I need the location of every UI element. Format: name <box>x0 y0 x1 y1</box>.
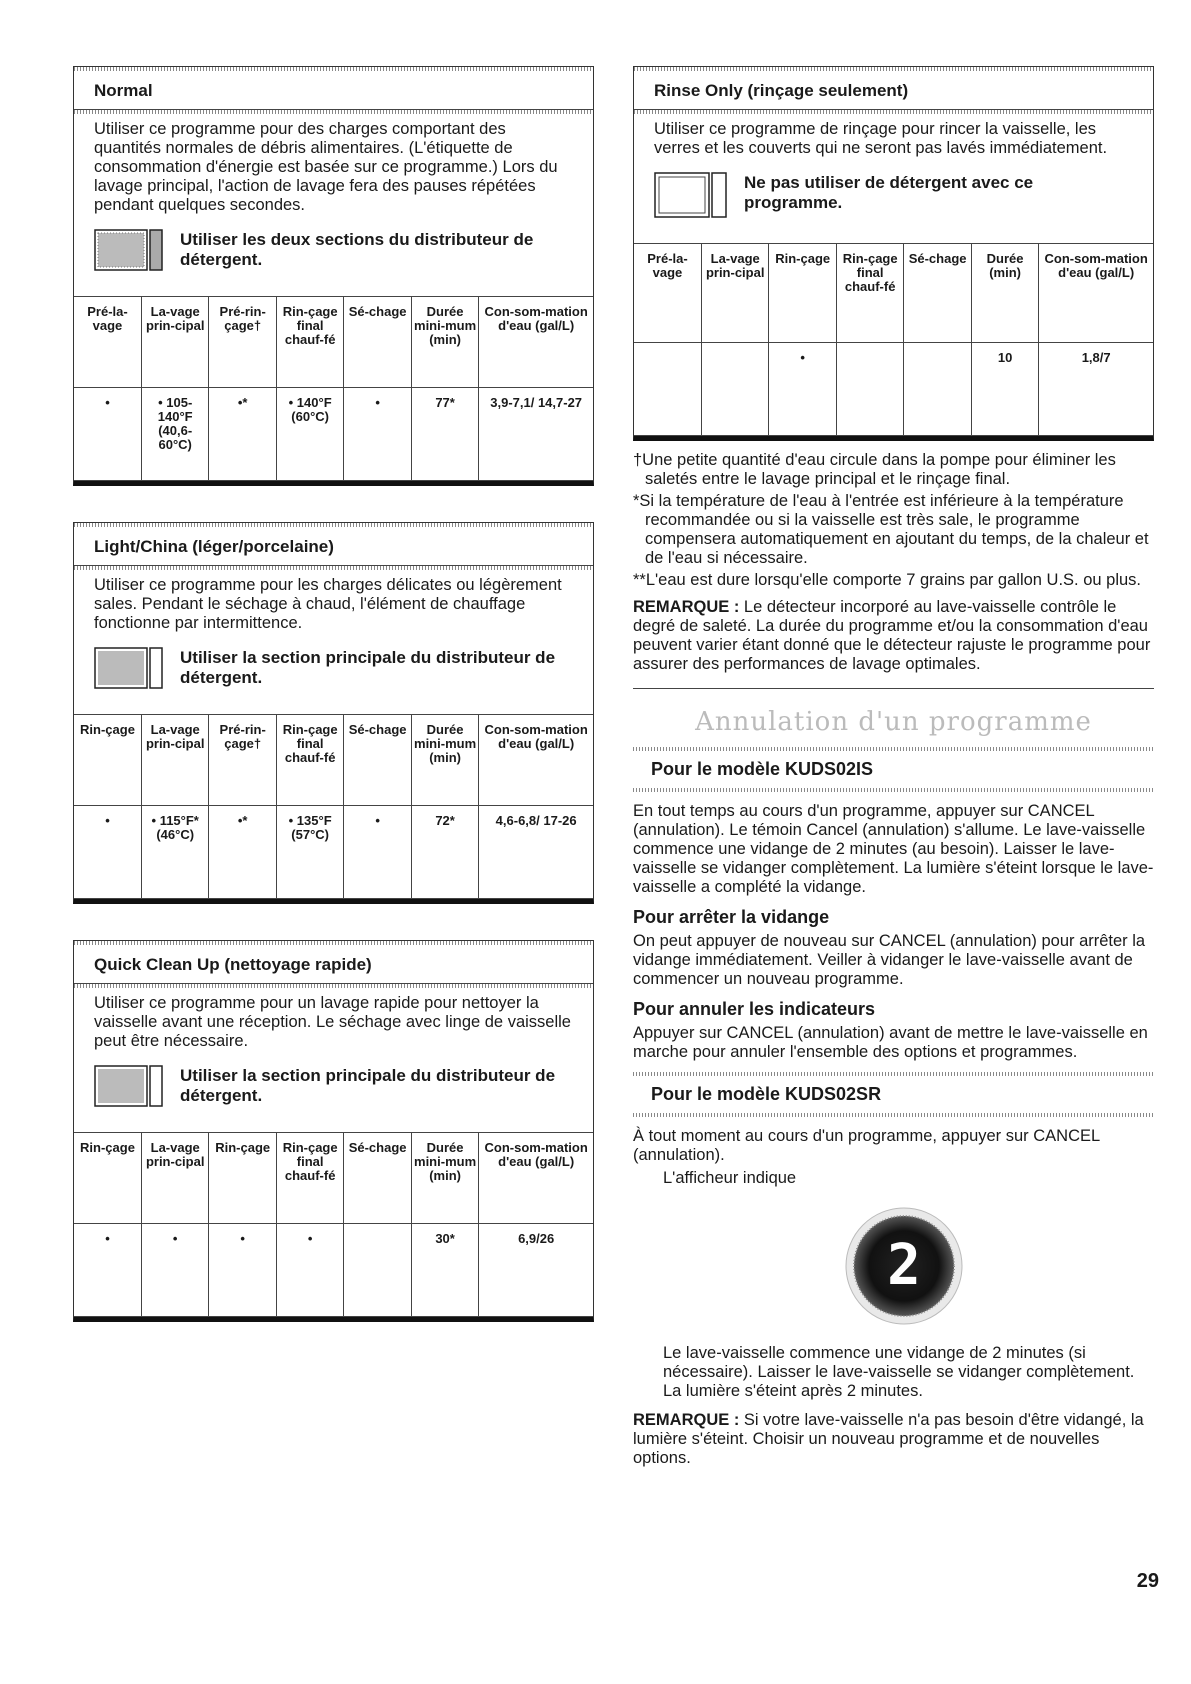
cycle-title: Light/China (léger/porcelaine) <box>74 523 593 566</box>
footnotes <box>633 451 1154 590</box>
dispenser-note <box>94 645 575 696</box>
subheading-kuds02sr: Pour le modèle KUDS02SR <box>651 1084 882 1104</box>
header-cell: Sé-chage <box>344 715 411 806</box>
divider <box>633 747 1154 751</box>
header-cell: La-vage prin-cipal <box>141 1133 208 1224</box>
table-header-row <box>74 715 593 806</box>
cycle-body <box>634 110 1153 243</box>
cycle-table <box>74 1132 593 1317</box>
display-digit: 2 <box>886 1233 921 1298</box>
right-column <box>633 66 1154 1468</box>
remark <box>633 1411 1154 1468</box>
header-cell: Durée mini-mum (min) <box>411 715 478 806</box>
table-cell: • <box>209 1224 276 1317</box>
header-cell: Con-som-mation d'eau (gal/L) <box>1039 244 1153 343</box>
table-cell: • 115°F* (46°C) <box>141 806 208 899</box>
table-cell: • <box>344 806 411 899</box>
divider <box>633 788 1154 792</box>
header-cell: La-vage prin-cipal <box>141 715 208 806</box>
cycle-light-china <box>73 522 594 904</box>
table-cell: 10 <box>971 343 1038 436</box>
cycle-table <box>74 296 593 481</box>
table-cell: • 135°F (57°C) <box>276 806 343 899</box>
header-cell: La-vage prin-cipal <box>701 244 768 343</box>
paragraph: Le lave-vaisselle commence une vidange de 2 minutes (si nécessaire). Laisser le lave-vaisselle se vidanger complètement. La lumière s'éteint après 2 minutes. <box>663 1344 1135 1400</box>
header-cell: Rin-çage <box>74 1133 141 1224</box>
dispenser-note <box>94 1063 575 1114</box>
remark-text: Le détecteur incorporé au lave-vaisselle contrôle le degré de saleté. La durée du programme et/ou la consommation d'eau peuvent varier étant donné que le détecteur rajuste le programme pour assurer des performances de lavage optimales. <box>633 598 1151 673</box>
table-cell: • <box>74 388 141 481</box>
dispenser-note <box>654 170 1135 225</box>
divider <box>633 688 1154 689</box>
footnote-star: *Si la température de l'eau à l'entrée est inférieure à la température recommandée ou si la vaisselle est très sale, le programme compensera automatiquement en ajoutant du temps, de la chaleur et de l'eau si nécessaire. <box>633 492 1149 567</box>
divider <box>633 1113 1154 1117</box>
paragraph: L'afficheur indique <box>663 1169 797 1187</box>
table-header-row <box>74 297 593 388</box>
cycle-description: Utiliser ce programme de rinçage pour rincer la vaisselle, les verres et les couverts qui ne seront pas lavés immédiatement. <box>654 120 1108 157</box>
dispenser-note <box>94 227 575 278</box>
table-cell: • <box>74 1224 141 1317</box>
remark-label: REMARQUE : <box>633 598 740 616</box>
table-cell: • <box>276 1224 343 1317</box>
table-cell <box>836 343 903 436</box>
table-row <box>74 1224 593 1317</box>
table-cell: • 105-140°F (40,6-60°C) <box>141 388 208 481</box>
cycle-body <box>74 110 593 296</box>
table-cell: 3,9-7,1/ 14,7-27 <box>479 388 593 481</box>
cycle-title: Rinse Only (rinçage seulement) <box>634 67 1153 110</box>
section-heading: Annulation d'un programme <box>695 707 1092 737</box>
table-cell: • <box>769 343 836 436</box>
paragraph: Appuyer sur CANCEL (annulation) avant de mettre le lave-vaisselle en marche pour annuler l'ensemble des options et programmes. <box>633 1024 1148 1061</box>
header-cell: Pré-la-vage <box>634 244 701 343</box>
cycle-title: Quick Clean Up (nettoyage rapide) <box>74 941 593 984</box>
header-cell: Durée mini-mum (min) <box>411 1133 478 1224</box>
header-cell: Sé-chage <box>904 244 971 343</box>
table-cell: 30* <box>411 1224 478 1317</box>
cycle-description: Utiliser ce programme pour un lavage rapide pour nettoyer la vaisselle avant une réception. Le séchage avec linge de vaisselle peut être nécessaire. <box>94 994 571 1050</box>
table-cell <box>904 343 971 436</box>
header-cell: Durée (min) <box>971 244 1038 343</box>
table-cell <box>701 343 768 436</box>
header-cell: Pré-rin-çage† <box>209 297 276 388</box>
cycle-description: Utiliser ce programme pour des charges comportant des quantités normales de débris alimentaires. (L'étiquette de consommation d'énergie est basée sur ce programme.) Lors du lavage principal, l'action de lavage fera des pauses répétées pendant quelques secondes. <box>94 120 558 214</box>
table-cell: • <box>74 806 141 899</box>
table-cell: • <box>344 388 411 481</box>
display-icon <box>844 1206 964 1326</box>
subheading-kuds02is: Pour le modèle KUDS02IS <box>651 759 874 779</box>
dispenser-both-icon <box>94 227 164 278</box>
remark <box>633 598 1154 674</box>
paragraph: À tout moment au cours d'un programme, appuyer sur CANCEL (annulation). <box>633 1127 1100 1164</box>
dispenser-text: Ne pas utiliser de détergent avec ce programme. <box>744 173 1034 212</box>
header-cell: Durée mini-mum (min) <box>411 297 478 388</box>
header-cell: La-vage prin-cipal <box>141 297 208 388</box>
cycle-body <box>74 566 593 714</box>
table-header-row <box>634 244 1153 343</box>
subheading-stop-drain: Pour arrêter la vidange <box>633 907 830 927</box>
paragraph: En tout temps au cours d'un programme, appuyer sur CANCEL (annulation). Le témoin Cancel (annulation) s'allume. Le lave-vaisselle commence une vidange de 2 minutes (au besoin). Laisser le lave-vaisselle se vidanger complètement. La lumière s'éteint lorsque le lave-vaisselle a complété la vidange. <box>633 802 1154 896</box>
cycle-quick-clean <box>73 940 594 1322</box>
table-cell: • 140°F (60°C) <box>276 388 343 481</box>
table-cell: 72* <box>411 806 478 899</box>
header-cell: Con-som-mation d'eau (gal/L) <box>479 297 593 388</box>
header-cell: Rin-çage <box>209 1133 276 1224</box>
dispenser-text: Utiliser la section principale du distributeur de détergent. <box>180 1066 556 1105</box>
header-cell: Pré-rin-çage† <box>209 715 276 806</box>
dispenser-empty-icon <box>654 170 728 225</box>
footnote-dagger: †Une petite quantité d'eau circule dans la pompe pour éliminer les saletés entre le lavage principal et le rinçage final. <box>633 451 1116 488</box>
table-cell: 4,6-6,8/ 17-26 <box>479 806 593 899</box>
header-cell: Sé-chage <box>344 1133 411 1224</box>
divider <box>633 1072 1154 1076</box>
header-cell: Sé-chage <box>344 297 411 388</box>
cycle-normal <box>73 66 594 486</box>
table-cell: •* <box>209 388 276 481</box>
remark-text: Si votre lave-vaisselle n'a pas besoin d'être vidangé, la lumière s'éteint. Choisir un nouveau programme et de nouvelles options. <box>633 1411 1144 1467</box>
table-cell: 77* <box>411 388 478 481</box>
header-cell: Con-som-mation d'eau (gal/L) <box>479 715 593 806</box>
paragraph: On peut appuyer de nouveau sur CANCEL (annulation) pour arrêter la vidange immédiatement. Veiller à vidanger le lave-vaisselle avant de commencer un nouveau programme. <box>633 932 1146 988</box>
table-cell <box>634 343 701 436</box>
header-cell: Rin-çage final chauf-fé <box>836 244 903 343</box>
page-number: 29 <box>1136 1570 1159 1592</box>
left-column <box>73 66 594 1358</box>
footnote-double-star: **L'eau est dure lorsqu'elle comporte 7 grains par gallon U.S. ou plus. <box>633 571 1142 589</box>
table-row <box>74 806 593 899</box>
dispenser-main-icon <box>94 1063 164 1114</box>
cycle-description: Utiliser ce programme pour les charges délicates ou légèrement sales. Pendant le séchage à chaud, l'élément de chauffage fonctionne par intermittence. <box>94 576 562 632</box>
table-cell: •* <box>209 806 276 899</box>
remark-label: REMARQUE : <box>633 1411 740 1429</box>
table-cell: 6,9/26 <box>479 1224 593 1317</box>
table-header-row <box>74 1133 593 1224</box>
cycle-table <box>74 714 593 899</box>
table-cell: • <box>141 1224 208 1317</box>
cycle-rinse-only <box>633 66 1154 441</box>
header-cell: Rin-çage final chauf-fé <box>276 715 343 806</box>
dispenser-text: Utiliser la section principale du distributeur de détergent. <box>180 648 556 687</box>
header-cell: Rin-çage <box>74 715 141 806</box>
dispenser-text: Utiliser les deux sections du distributeur de détergent. <box>180 230 534 269</box>
header-cell: Pré-la-vage <box>74 297 141 388</box>
dispenser-main-icon <box>94 645 164 696</box>
display-indicator <box>633 1206 1154 1326</box>
cycle-body <box>74 984 593 1132</box>
cycle-table <box>634 243 1153 436</box>
cycle-title: Normal <box>74 67 593 110</box>
table-row <box>634 343 1153 436</box>
header-cell: Rin-çage <box>769 244 836 343</box>
header-cell: Con-som-mation d'eau (gal/L) <box>479 1133 593 1224</box>
table-cell: 1,8/7 <box>1039 343 1153 436</box>
table-row <box>74 388 593 481</box>
header-cell: Rin-çage final chauf-fé <box>276 297 343 388</box>
header-cell: Rin-çage final chauf-fé <box>276 1133 343 1224</box>
subheading-cancel-indicators: Pour annuler les indicateurs <box>633 999 876 1019</box>
table-cell <box>344 1224 411 1317</box>
